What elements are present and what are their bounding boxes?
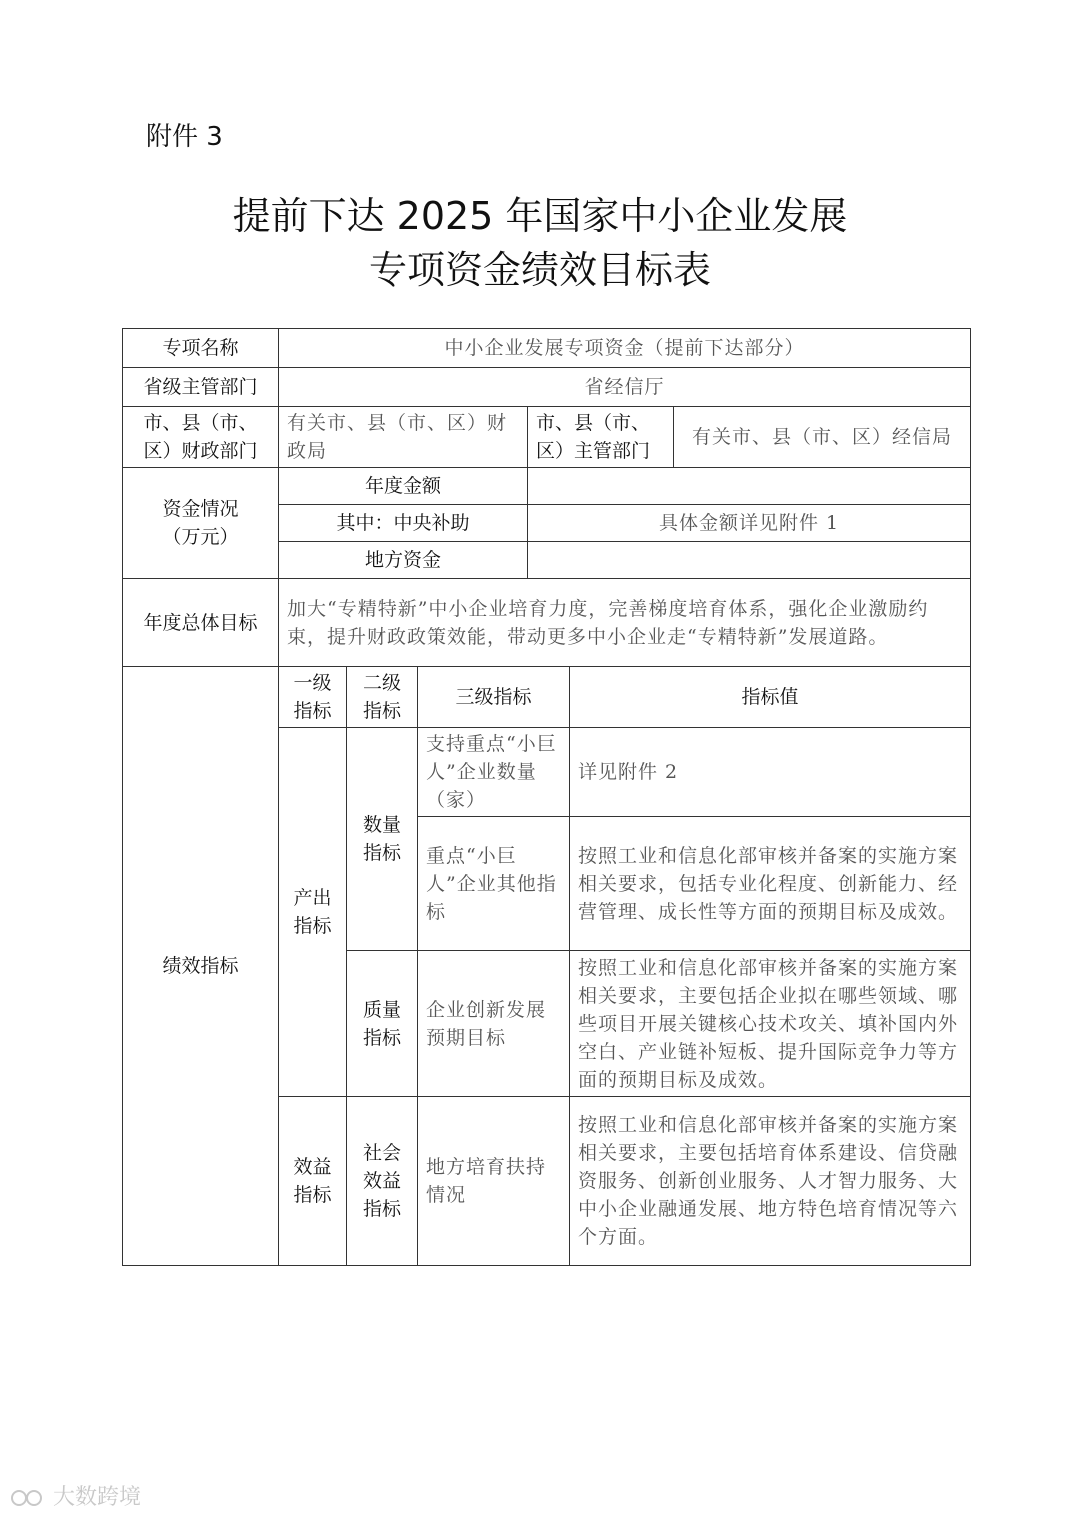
level2-header: 二级指标 bbox=[347, 667, 418, 728]
indicator-name: 企业创新发展预期目标 bbox=[418, 951, 570, 1097]
performance-table bbox=[122, 328, 971, 1266]
project-name-value: 中小企业发展专项资金（提前下达部分） bbox=[279, 329, 971, 368]
local-dept-value: 有关市、县（市、区）经信局 bbox=[674, 407, 971, 468]
annual-goal-label: 年度总体目标 bbox=[123, 579, 279, 667]
provincial-dept-value: 省经信厅 bbox=[279, 368, 971, 407]
level1-header: 一级指标 bbox=[279, 667, 347, 728]
watermark bbox=[10, 1480, 141, 1511]
indicator-value-header: 指标值 bbox=[570, 667, 971, 728]
indicator-name: 地方培育扶持情况 bbox=[418, 1097, 570, 1266]
funds-note: 具体金额详见附件 1 bbox=[528, 505, 971, 542]
finance-dept-value: 有关市、县（市、区）财政局 bbox=[279, 407, 528, 468]
annual-amount-value bbox=[528, 468, 971, 505]
page-title-line1: 提前下达 2025 年国家中小企业发展 bbox=[232, 194, 848, 238]
project-name-label: 专项名称 bbox=[123, 329, 279, 368]
indicator-name: 重点“小巨人”企业其他指标 bbox=[418, 817, 570, 951]
quantity-indicator-label: 数量指标 bbox=[347, 728, 418, 951]
annual-amount-label: 年度金额 bbox=[279, 468, 528, 505]
local-dept-label: 市、县（市、区）主管部门 bbox=[528, 407, 674, 468]
local-funds-value bbox=[528, 542, 971, 579]
performance-label: 绩效指标 bbox=[123, 667, 279, 1266]
level3-header: 三级指标 bbox=[418, 667, 570, 728]
provincial-dept-label: 省级主管部门 bbox=[123, 368, 279, 407]
indicator-value: 按照工业和信息化部审核并备案的实施方案相关要求，主要包括企业拟在哪些领域、哪些项目开展关键核心技术攻关、填补国内外空白、产业链补短板、提升国际竞争力等方面的预期目标及成效。 bbox=[570, 951, 971, 1097]
benefit-indicator-label: 效益指标 bbox=[279, 1097, 347, 1266]
social-benefit-indicator-label: 社会效益指标 bbox=[347, 1097, 418, 1266]
indicator-value: 按照工业和信息化部审核并备案的实施方案相关要求，主要包括培育体系建设、信贷融资服务、创新创业服务、人才智力服务、大中小企业融通发展、地方特色培育情况等六个方面。 bbox=[570, 1097, 971, 1266]
indicator-value: 详见附件 2 bbox=[570, 728, 971, 817]
annual-goal-value: 加大“专精特新”中小企业培育力度，完善梯度培育体系，强化企业激励约束，提升财政政策效能，带动更多中小企业走“专精特新”发展道路。 bbox=[279, 579, 971, 667]
output-indicator-label: 产出指标 bbox=[279, 728, 347, 1097]
local-funds-label: 地方资金 bbox=[279, 542, 528, 579]
attachment-label: 附件 3 bbox=[146, 122, 223, 152]
watermark-text: 大数跨境 bbox=[53, 1485, 142, 1510]
funds-label: 资金情况（万元） bbox=[123, 468, 279, 579]
watermark-logo-icon bbox=[10, 1486, 46, 1510]
page-title-line2: 专项资金绩效目标表 bbox=[368, 248, 711, 292]
central-subsidy-label: 其中：中央补助 bbox=[279, 505, 528, 542]
finance-dept-label: 市、县（市、区）财政部门 bbox=[123, 407, 279, 468]
quality-indicator-label: 质量指标 bbox=[347, 951, 418, 1097]
indicator-value: 按照工业和信息化部审核并备案的实施方案相关要求，包括专业化程度、创新能力、经营管理、成长性等方面的预期目标及成效。 bbox=[570, 817, 971, 951]
indicator-name: 支持重点“小巨人”企业数量（家） bbox=[418, 728, 570, 817]
